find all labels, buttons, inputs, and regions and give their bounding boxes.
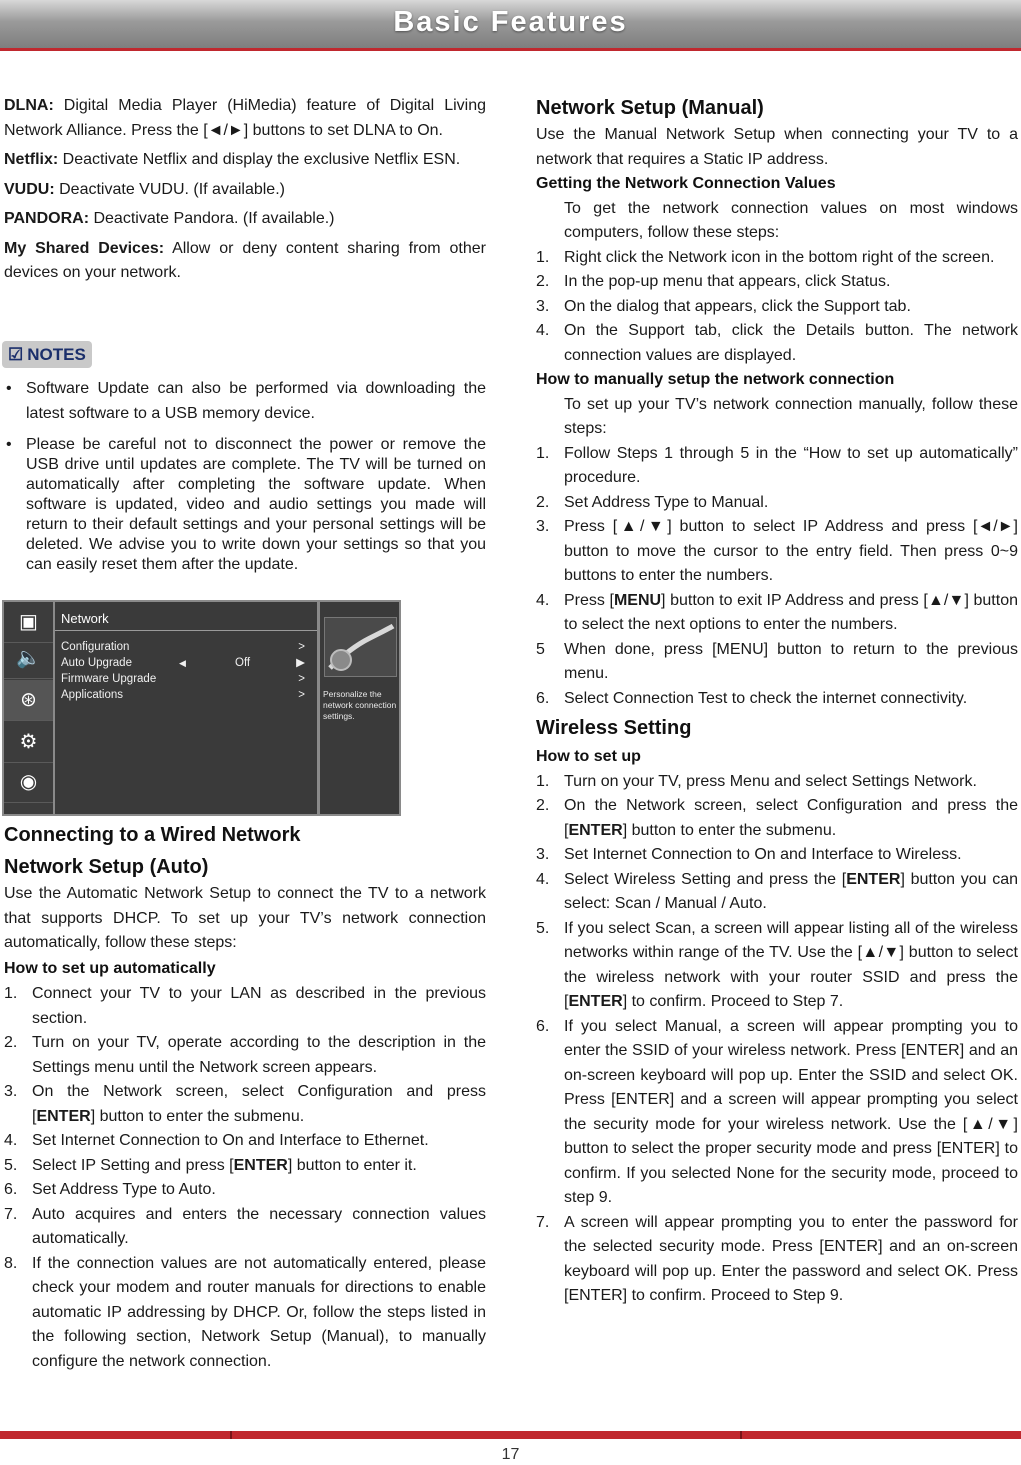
list-item: 1. Turn on your TV, press Menu and select Settings Network. <box>536 772 977 790</box>
list-item: 7. A screen will appear prompting you to enter the password for the selected security mode. Press [ENTER] and an on-screen keyboard will pop up. Enter the password and select OK. Press [ENTER] to confirm. Proceed to Step 9. <box>536 1213 1018 1304</box>
sound-icon: 🔈 <box>4 638 53 679</box>
network-icon: ⊛ <box>4 680 53 721</box>
footer-bar <box>0 1431 1021 1439</box>
note-item: • Software Update can also be performed via downloading the latest software to a USB memory device. <box>4 377 486 426</box>
list-item: 1. Connect your TV to your LAN as described in the previous section. <box>4 985 486 1027</box>
list-item: 6. Set Address Type to Auto. <box>4 1181 216 1198</box>
values-intro: To get the network connection values on most windows computers, follow these steps: <box>564 199 1018 241</box>
wireless-subheading: How to set up <box>536 748 641 765</box>
auto-setup-subheading: How to set up automatically <box>4 959 216 977</box>
list-item: 4. Select Wireless Setting and press the [ENTER] button you can select: Scan / Manual / Auto. <box>536 870 1018 912</box>
list-item: 2. Turn on your TV, operate according to the description in the Settings menu until the Network screen appears. <box>4 1034 486 1076</box>
notes-header <box>2 341 92 368</box>
footer-divider <box>740 1431 742 1439</box>
tv-menu-item-configuration: Configuration > <box>61 641 305 653</box>
list-item: 3. On the Network screen, select Configuration and press [ENTER] button to enter the submenu. <box>4 1083 486 1125</box>
picture-icon: ▣ <box>4 602 53 643</box>
list-item: 2. Set Address Type to Manual. <box>536 493 769 511</box>
checkbox-edit-icon: ☑ <box>8 345 24 364</box>
list-item: 5. Select IP Setting and press [ENTER] button to enter it. <box>4 1156 417 1174</box>
list-item: 3. Set Internet Connection to On and Interface to Wireless. <box>536 846 962 863</box>
tv-menu-title: Network <box>55 602 317 631</box>
manual-sub-intro: To set up your TV’s network connection manually, follow these steps: <box>564 395 1018 437</box>
auto-setup-intro: Use the Automatic Network Setup to connect the TV to a network that supports DHCP. To set up your TV’s network connection automatically, follow these steps: <box>4 885 486 951</box>
shared-devices-paragraph: My Shared Devices: Allow or deny content sharing from other devices on your network. <box>4 239 486 281</box>
list-item: 5. If you select Scan, a screen will appear listing all of the wireless networks within range of the TV. Use the [▲/▼] button to select the wireless network with your router SSID and press the [ENTER] to confirm. Proceed to Step 7. <box>536 919 1018 1010</box>
left-column-top <box>4 94 486 286</box>
list-item: 2. In the pop-up menu that appears, click Status. <box>536 273 891 290</box>
auto-steps-list <box>4 982 486 1374</box>
wireless-steps-list <box>536 770 1018 1309</box>
tv-menu-item-applications: Applications > <box>61 689 305 701</box>
right-arrow-icon: ▶ <box>296 657 305 669</box>
list-item: 4. Press [MENU] button to exit IP Address and press [▲/▼] button to select the next options to enter the numbers. <box>536 591 1018 633</box>
wired-network-heading: Connecting to a Wired Network <box>4 824 301 846</box>
tv-menu-item-auto-upgrade: Auto Upgrade ◀ Off ▶ <box>61 657 305 669</box>
network-cable-image <box>324 617 397 677</box>
list-item: 4. Set Internet Connection to On and Interface to Ethernet. <box>4 1132 429 1149</box>
tv-menu-item-firmware-upgrade: Firmware Upgrade > <box>61 673 305 685</box>
list-item: 6. Select Connection Test to check the internet connectivity. <box>536 689 968 707</box>
tv-menu-main <box>55 602 317 814</box>
tv-menu-description: Personalize the network connection settings. <box>323 689 397 721</box>
list-item: 2. On the Network screen, select Configuration and press the [ENTER] button to enter the submenu. <box>536 797 1018 839</box>
wireless-heading: Wireless Setting <box>536 717 692 739</box>
right-column <box>536 95 1018 1309</box>
list-item: 7. Auto acquires and enters the necessary connection values automatically. <box>4 1205 486 1247</box>
vudu-paragraph: VUDU: Deactivate VUDU. (If available.) <box>4 180 285 198</box>
tv-menu-screenshot <box>2 600 401 816</box>
list-item: 6. If you select Manual, a screen will appear prompting you to enter the SSID of your wireless network. Press [ENTER] and an on-screen keyboard will pop up. Enter the SSID and select OK. Press [ENTER] and a screen will appear prompting you select the security mode for your wireless network. Use the [▲/▼] button to select the proper security mode and press [ENTER] to confirm. If you selected None for the security mode, proceed to step 9. <box>536 1017 1018 1206</box>
globe-icon: ◉ <box>4 762 53 803</box>
list-item: 1. Follow Steps 1 through 5 in the “How to set up automatically” procedure. <box>536 444 1018 486</box>
list-item: 8. If the connection values are not automatically entered, please check your modem and router manuals for directions to enable automatic IP addressing by DHCP. Or, follow the steps listed in the following section, Network Setup (Manual), to manually configure the network connection. <box>4 1254 486 1370</box>
note-item: • Please be careful not to disconnect the power or remove the USB drive until updates are complete. The TV will be turned on automatically after completing the software update. When software is updated, video and audio settings you made will return to their default settings and your personal settings will be deleted. We advise you to write down your settings so that you can easily reset them after the update. <box>4 435 486 575</box>
list-item: 3. Press [▲/▼] button to select IP Address and press [◄/►] button to move the cursor to the entry field. Then press 0~9 buttons to enter the numbers. <box>536 518 1018 584</box>
manual-setup-intro: Use the Manual Network Setup when connecting your TV to a network that requires a Static IP address. <box>536 126 1018 168</box>
manual-steps-list <box>536 442 1018 712</box>
values-steps-list <box>536 246 1018 369</box>
manual-subheading: How to manually setup the network connection <box>536 371 895 388</box>
auto-setup-heading: Network Setup (Auto) <box>4 856 209 878</box>
values-subheading: Getting the Network Connection Values <box>536 175 836 192</box>
footer-divider <box>230 1431 232 1439</box>
manual-setup-heading: Network Setup (Manual) <box>536 97 764 119</box>
notes-list <box>4 377 486 575</box>
list-item: 1. Right click the Network icon in the bottom right of the screen. <box>536 248 995 266</box>
left-column-bottom <box>4 822 486 1374</box>
page-number: 17 <box>501 1446 520 1463</box>
pandora-paragraph: PANDORA: Deactivate Pandora. (If available.) <box>4 210 335 227</box>
tv-menu-sidebar <box>4 602 53 814</box>
list-item: 4. On the Support tab, click the Details button. The network connection values are displayed. <box>536 322 1018 364</box>
left-arrow-icon: ◀ <box>179 658 186 668</box>
notes-badge: ☑ NOTES <box>2 341 92 368</box>
list-item: 3. On the dialog that appears, click the Support tab. <box>536 297 911 315</box>
list-item: 5 When done, press [MENU] button to return to the previous menu. <box>536 640 1018 682</box>
tv-menu-preview <box>320 602 399 814</box>
settings-gear-icon: ⚙ <box>4 722 53 763</box>
netflix-paragraph: Netflix: Deactivate Netflix and display the exclusive Netflix ESN. <box>4 151 461 168</box>
cable-illustration <box>325 618 396 676</box>
dlna-paragraph: DLNA: Digital Media Player (HiMedia) feature of Digital Living Network Alliance. Press the [◄/►] buttons to set DLNA to On. <box>4 97 486 139</box>
page-title: Basic Features <box>393 6 628 38</box>
